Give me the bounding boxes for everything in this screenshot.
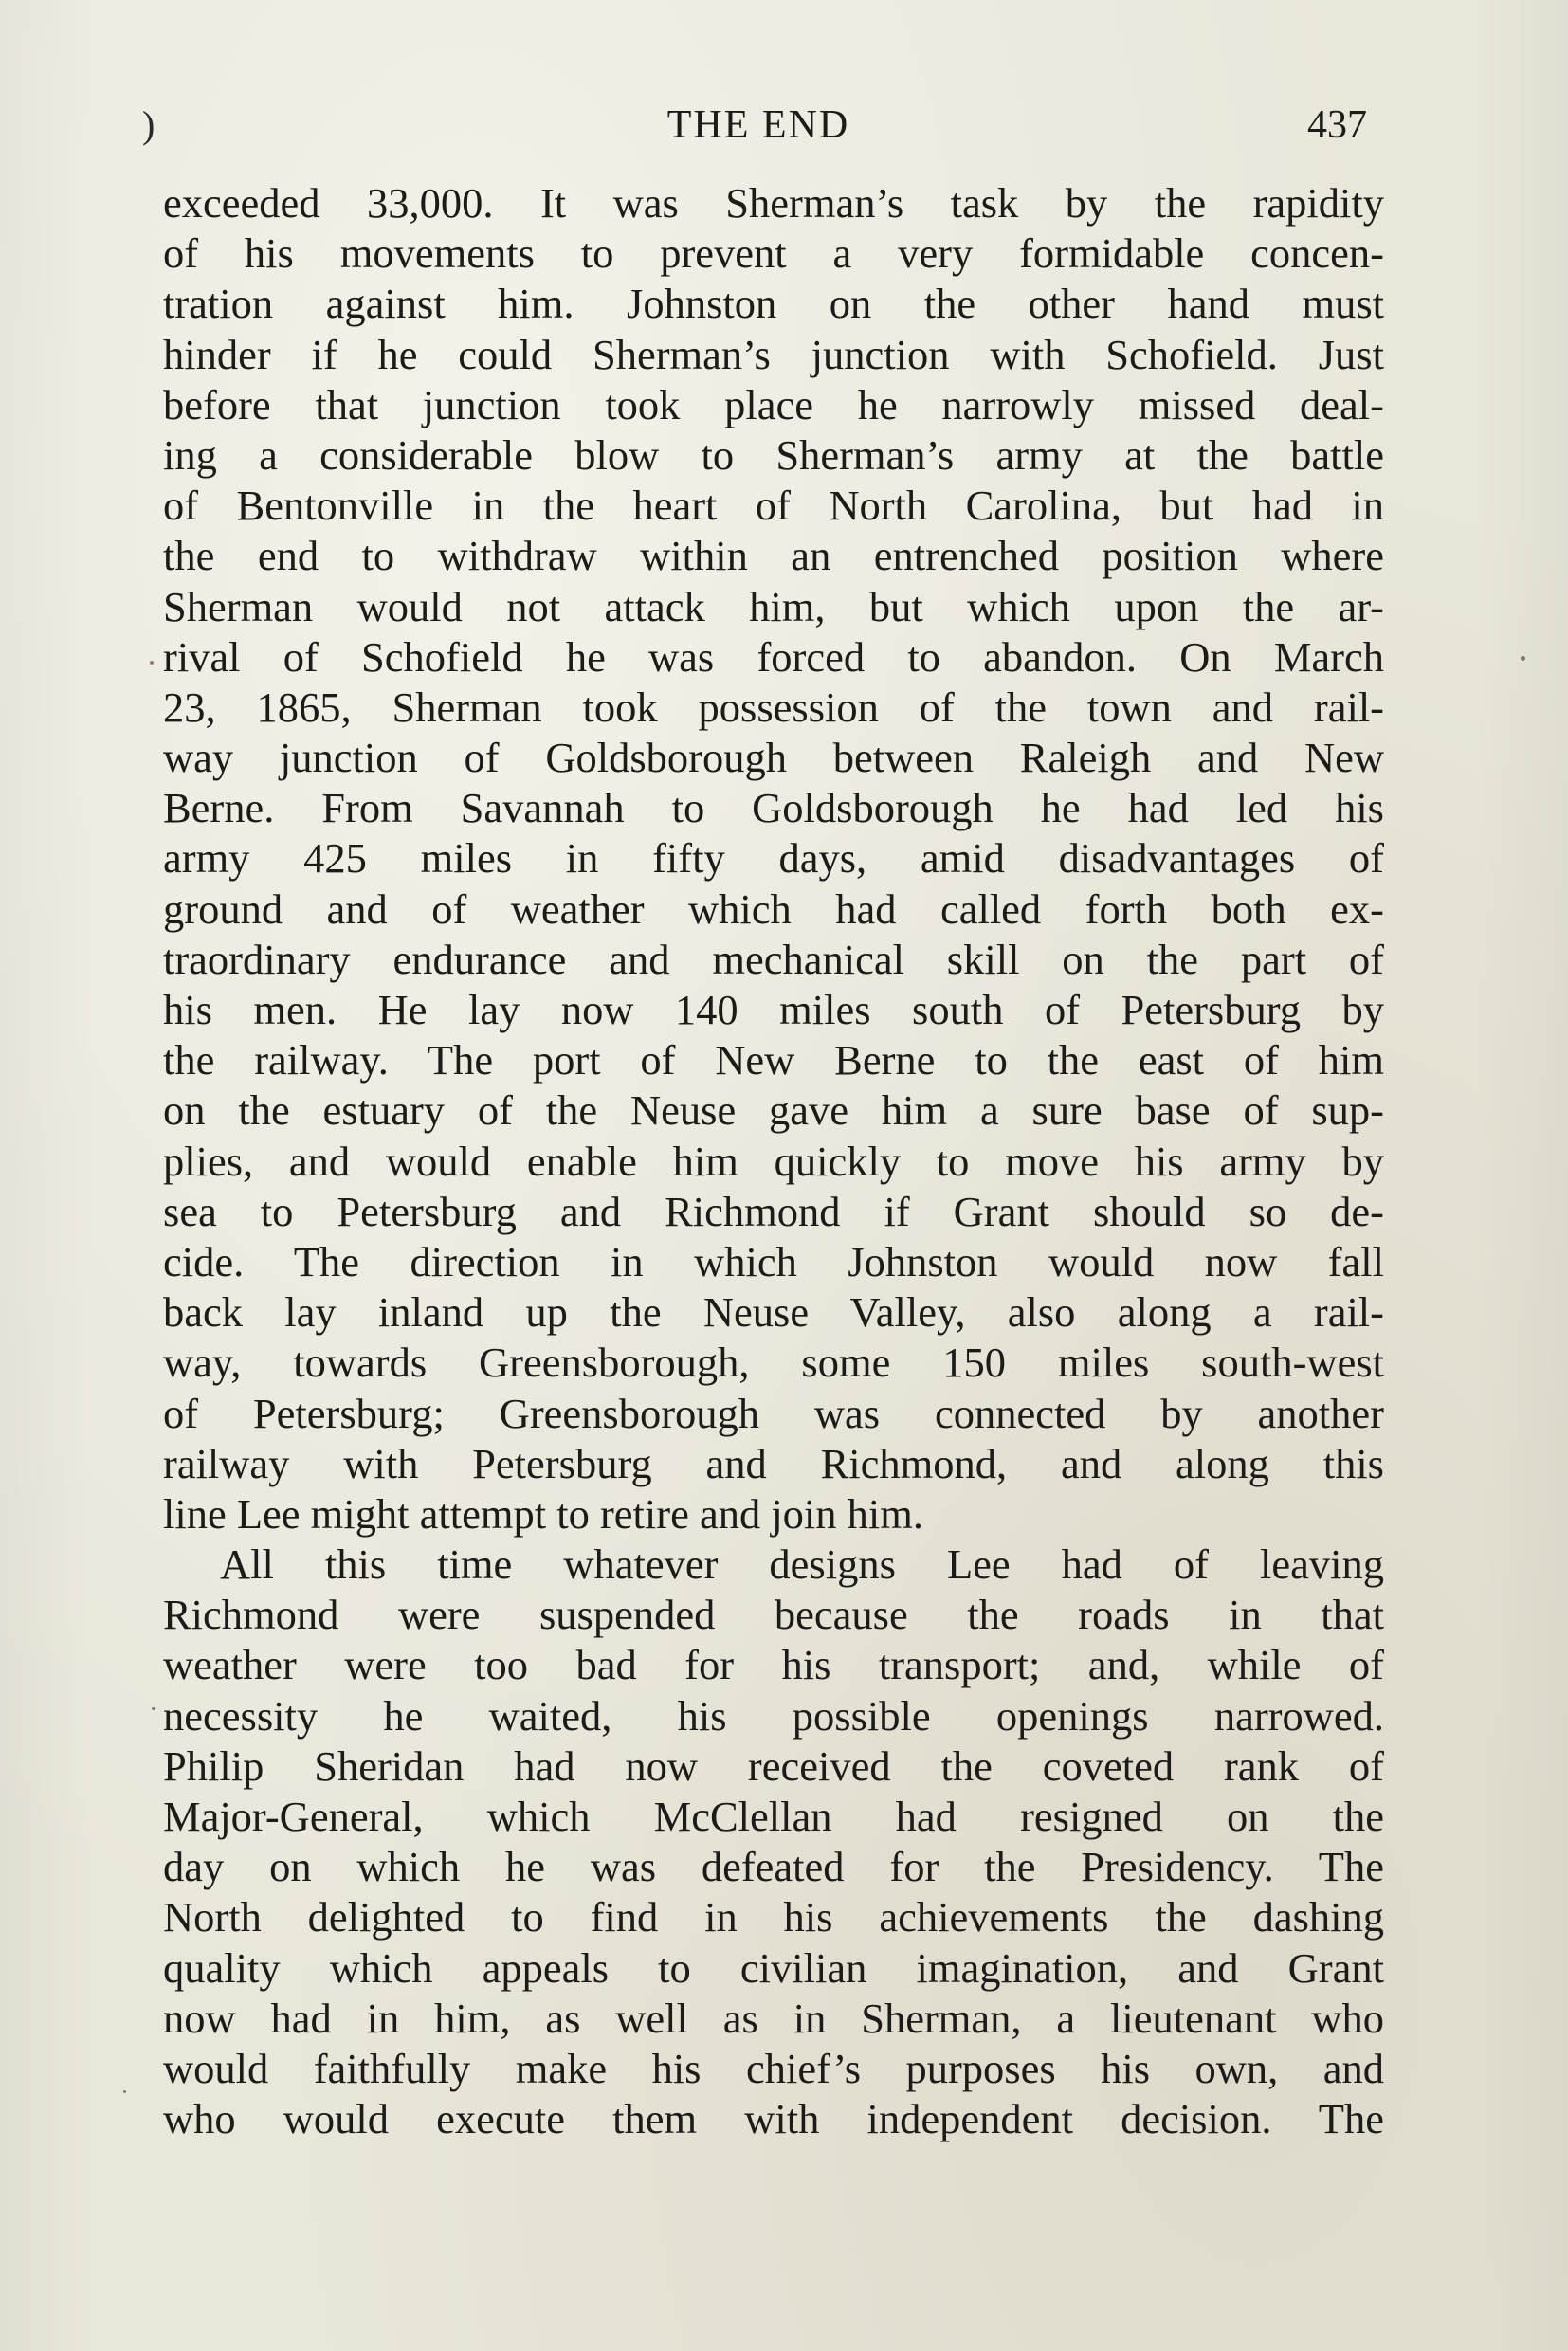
text-line: ing a considerable blow to Sherman’s army at the battle (163, 430, 1384, 479)
text-line: line Lee might attempt to retire and join him. (163, 1489, 924, 1538)
paper-speck (152, 1707, 155, 1710)
text-line: way, towards Greensborough, some 150 miles south-west (163, 1339, 1384, 1387)
paragraph-first-line: All this time whatever designs Lee had of leaving (220, 1540, 1384, 1589)
text-line: Philip Sheridan had now received the coveted rank of (163, 1741, 1384, 1790)
page-number: 437 (1307, 103, 1367, 147)
text-line: weather were too bad for his transport; and, while of (163, 1641, 1384, 1689)
text-line: tration against him. Johnston on the other hand must (163, 280, 1384, 328)
text-line: day on which he was defeated for the Presidency. The (163, 1843, 1384, 1891)
text-line: exceeded 33,000. It was Sherman’s task by the rapidity (163, 179, 1384, 227)
text-line: plies, and would enable him quickly to move his army by (163, 1137, 1384, 1185)
text-line: way junction of Goldsborough between Raleigh and New (163, 734, 1384, 782)
text-line: Major-General, which McClellan had resigned on the (163, 1793, 1384, 1840)
text-line: hinder if he could Sherman’s junction with Schofield. Just (163, 330, 1384, 378)
text-line: Sherman would not attack him, but which upon the ar- (163, 582, 1384, 630)
running-title: THE END (666, 103, 850, 147)
text-line: the railway. The port of New Berne to the east of him (163, 1036, 1384, 1084)
paper-speck (150, 661, 154, 665)
text-line: on the estuary of the Neuse gave him a sure base of sup- (163, 1086, 1384, 1135)
text-line: traordinary endurance and mechanical skill on the part of (163, 935, 1384, 983)
text-line: ground and of weather which had called forth both ex- (163, 884, 1384, 933)
text-line: of Petersburg; Greensborough was connected by another (163, 1389, 1384, 1437)
text-line: who would execute them with independent decision. The (163, 2095, 1384, 2143)
text-line: railway with Petersburg and Richmond, and along this (163, 1439, 1384, 1487)
paper-speck (1521, 656, 1525, 661)
text-line: would faithfully make his chief’s purposes his own, and (163, 2044, 1384, 2092)
text-line: back lay inland up the Neuse Valley, also along a rail- (163, 1288, 1384, 1337)
text-line: 23, 1865, Sherman took possession of the town and rail- (163, 683, 1384, 731)
text-line: sea to Petersburg and Richmond if Grant should so de- (163, 1187, 1384, 1235)
body-text (163, 178, 1384, 2144)
text-line: of Bentonville in the heart of North Carolina, but had in (163, 482, 1384, 530)
text-line: army 425 miles in fifty days, amid disadvantages of (163, 834, 1384, 883)
text-line: necessity he waited, his possible openings narrowed. (163, 1691, 1384, 1740)
text-line: Berne. From Savannah to Goldsborough he had led his (163, 784, 1384, 832)
text-line: his men. He lay now 140 miles south of Petersburg by (163, 986, 1384, 1033)
text-line: Richmond were suspended because the roads in that (163, 1591, 1384, 1639)
margin-mark: ) (142, 103, 155, 146)
text-line: the end to withdraw within an entrenched position where (163, 532, 1384, 580)
paper-speck (123, 2090, 126, 2093)
text-line: cide. The direction in which Johnston would now fall (163, 1237, 1384, 1285)
text-line: before that junction took place he narrowly missed deal- (163, 380, 1384, 428)
text-line: rival of Schofield he was forced to abandon. On March (163, 632, 1384, 681)
text-line: now had in him, as well as in Sherman, a lieutenant who (163, 1994, 1384, 2042)
text-line: North delighted to find in his achievements the dashing (163, 1893, 1384, 1941)
running-head (142, 97, 1375, 154)
text-line: of his movements to prevent a very formidable concen- (163, 229, 1384, 278)
text-line: quality which appeals to civilian imagination, and Grant (163, 1943, 1384, 1992)
